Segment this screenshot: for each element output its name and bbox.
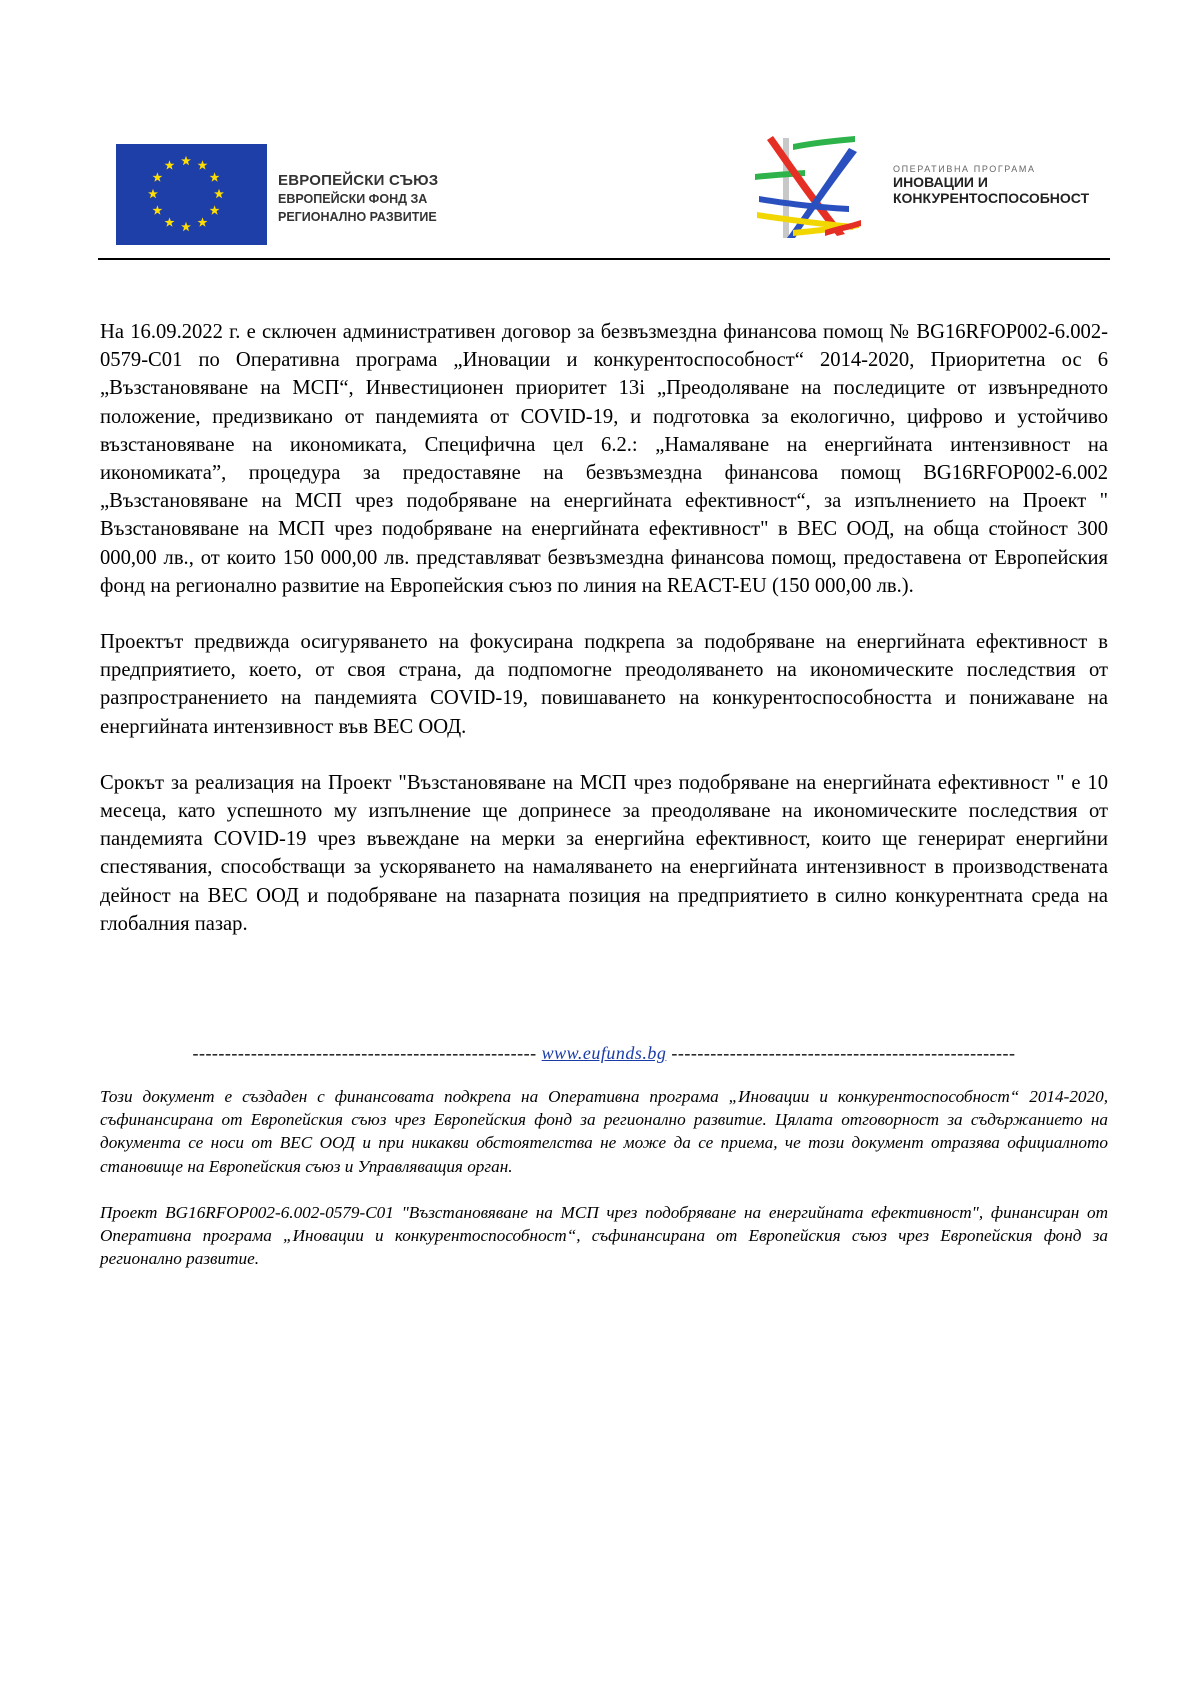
eu-logo-text: [278, 172, 438, 225]
eu-fund-line: ЕВРОПЕЙСКИ ФОНД ЗА: [278, 192, 428, 206]
paragraph-project-term: Срокът за реализация на Проект "Възстановяване на МСП чрез подобряване на енергийната ефективност " е 10 месеца, като успешното му изпълнение ще допринесе за преодоляване на икономическите последствия от пандемията COVID-19 чрез въвеждане на мерки за енергийна ефективност, които ще генерират енергийни спестявания, способстващи за ускоряването на намаляването на енергийната интензивност в производствената дейност на ВЕС ООД и подобряване на пазарната позиция на предприятието в силно конкурентната среда на глобалния пазар.: [100, 771, 1108, 935]
eufunds-link[interactable]: www.eufunds.bg: [541, 1043, 667, 1063]
header-divider: [98, 258, 1110, 260]
opik-title-line-1: ИНОВАЦИИ И: [893, 174, 988, 190]
paragraph-contract: На 16.09.2022 г. е сключен административен договор за безвъзмездна финансова помощ № BG16RFOP002-6.002-0579-C01 по Оперативна програма „Иновации и конкурентоспособност“ 2014-2020, Приоритетна ос 6 „Възстановяване на МСП“, Инвестиционен приоритет 13i „Преодоляване на последиците от извънредното положение, предизвикано от пандемията от COVID-19, и подготовка за екологично, цифрово и устойчиво възстановяване на икономиката, Специфична цел 6.2.: „Намаляване на енергийната интензивност на икономиката”, процедура за предоставяне на безвъзмездна финансова помощ BG16RFOP002-6.002 „Възстановяване на МСП чрез подобряване на енергийната ефективност“, за изпълнението на Проект " Възстановяване на МСП чрез подобряване на енергийната ефективност" в ВЕС ООД, на обща стойност 300 000,00 лв., от които 150 000,00 лв. представляват безвъзмездна финансова помощ, предоставена от Европейския фонд на регионално развитие на Европейския съюз по линия на REACT-EU (150 000,00 лв.).: [100, 321, 1108, 597]
opik-logo-text: [893, 164, 1089, 206]
opik-program-logo: [753, 134, 863, 244]
eu-title: ЕВРОПЕЙСКИ СЪЮЗ: [278, 172, 439, 189]
opik-title-line-2: КОНКУРЕНТОСПОСОБНОСТ: [893, 190, 1090, 206]
paragraph-project-goal: Проектът предвижда осигуряването на фокусирана подкрепа за подобряване на енергийната ефективност в предприятието, което, от своя страна, да подпомогне преодоляването на икономическите последствия от разпространението на пандемията COVID-19, повишаването на конкурентоспособността и понижаване на енергийната интензивност във ВЕС ООД.: [100, 631, 1108, 738]
page-header: [98, 128, 1110, 258]
project-funding-paragraph: Проект BG16RFOP002-6.002-0579-C01 "Възстановяване на МСП чрез подобряване на енергийната ефективност", финансиран от Оперативна програма „Иновации и конкурентоспособност“, съфинансирана от Европейския съюз чрез Европейския фонд за регионално развитие.: [100, 1202, 1108, 1269]
disclaimer-paragraph: Този документ е създаден с финансовата подкрепа на Оперативна програма „Иновации и конкурентоспособност“ 2014-2020, съфинансирана от Европейския съюз чрез Европейския фонд за регионално развитие. Цялата отговорност за съдържанието на документа се носи от ВЕС ООД и при никакви обстоятелства не може да се приема, че този документ отразява официалното становище на Европейския съюз и Управляващия орган.: [100, 1087, 1108, 1176]
eu-fund-line-2: РЕГИОНАЛНО РАЗВИТИЕ: [278, 210, 437, 224]
opik-small-caption: ОПЕРАТИВНА ПРОГРАМА: [893, 164, 1036, 174]
dashes-right: -----------------------------------------------------: [671, 1043, 1016, 1063]
document-body: [100, 318, 1108, 966]
dashes-left: -----------------------------------------------------: [192, 1043, 537, 1063]
disclaimer-section: [100, 1085, 1108, 1293]
eufunds-divider: [100, 1043, 1108, 1064]
eu-flag-logo: [116, 144, 267, 245]
